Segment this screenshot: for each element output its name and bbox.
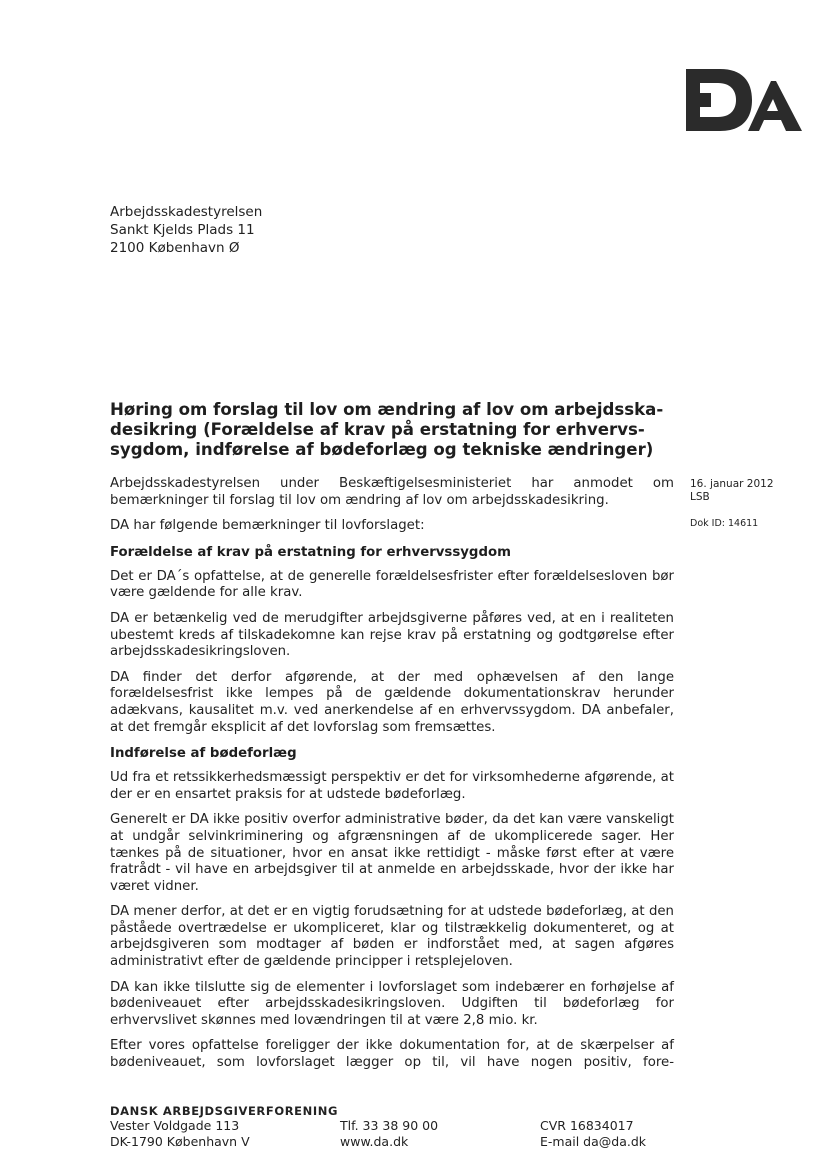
title-line: desikring (Forældelse af krav på erstatning for erhvervs- — [110, 420, 645, 439]
footer-email[interactable]: E-mail da@da.dk — [540, 1134, 646, 1149]
footer-cvr: CVR 16834017 — [540, 1118, 634, 1133]
organization-name: DANSK ARBEJDSGIVERFORENING — [110, 1104, 338, 1118]
footer-contact — [340, 1118, 438, 1150]
recipient-city: 2100 København Ø — [110, 240, 240, 256]
paragraph: Ud fra et retssikkerhedsmæssigt perspektiv er det for virksomhederne afgørende, at der er en ensartet praksis for at udstede bødeforlæg. — [110, 770, 674, 802]
section-heading: Forældelse af krav på erstatning for erhvervssygdom — [110, 544, 511, 560]
paragraph: Det er DA´s opfattelse, at de generelle forældelsesfrister efter forældelsesloven bør være gældende for alle krav. — [110, 568, 674, 601]
paragraph: DA har følgende bemærkninger til lovforslaget: — [110, 518, 425, 534]
da-logo — [686, 69, 802, 131]
paragraph: DA finder det derfor afgørende, at der med ophævelsen af den lange forældelsesfrist ikke lempes på de gældende dokumentationskrav herunder adækvans, kausalitet m.v. ved anerkendelse af en erhvervssygdom. DA anbefaler, at det fremgår eksplicit af det lovforslag som fremsættes. — [110, 669, 674, 735]
paragraph: DA mener derfor, at det er en vigtig forudsætning for at udstede bødeforlæg, at den påståede overtrædelse er ukompliceret, klar og tilstrækkelig dokumenteret, og at arbejdsgiveren som modtager af bøden er indforstået med, at sagen afgøres administrativt efter de gældende principper i retsplejeloven. — [110, 904, 674, 970]
section-heading: Indførelse af bødeforlæg — [110, 746, 297, 762]
footer-phone: Tlf. 33 38 90 00 — [340, 1118, 439, 1133]
paragraph: Generelt er DA ikke positiv overfor administrative bøder, da det kan være vanskeligt at undgår selvinkriminering og afgrænsningen af de ukomplicerede sager. Her tænkes på de situationer, hvor en ansat ikke rettidigt - måske først efter at være fratrådt - vil have en arbejdsgiver til at anmelde en arbejdsskade, hvor der ikke har været vidner. — [110, 812, 674, 894]
recipient-name: Arbejdsskadestyrelsen — [110, 204, 263, 220]
footer-address — [110, 1118, 250, 1150]
recipient-address — [110, 203, 262, 257]
footer-registry — [540, 1118, 646, 1150]
paragraph: DA kan ikke tilslutte sig de elementer i lovforslaget som indebærer en forhøjelse af bødeniveauet efter arbejdsskadesikringsloven. Udgiften til bødeforlæg for erhvervslivet skønnes med lovændringen til at være 2,8 mio. kr. — [110, 979, 674, 1028]
paragraph: DA er betænkelig ved de merudgifter arbejdsgiverne påføres ved, at en i realiteten ubestemt kreds af tilskadekomne kan rejse krav på erstatning og godtgørelse efter arbejdsskadesikringsloven. — [110, 610, 674, 660]
document-id: Dok ID: 14611 — [690, 518, 759, 529]
author-initials: LSB — [690, 491, 710, 503]
letter-title — [110, 400, 675, 460]
letter-body — [110, 476, 674, 1081]
footer-city: DK-1790 København V — [110, 1134, 250, 1149]
title-line: sygdom, indførelse af bødeforlæg og tekniske ændringer) — [110, 440, 654, 459]
paragraph: Efter vores opfattelse foreligger der ikke dokumentation for, at de skærpelser af bødeniveauet, som lovforslaget lægger op til, vil have nogen positiv, fore- — [110, 1038, 674, 1071]
paragraph: Arbejdsskadestyrelsen under Beskæftigelsesministeriet har anmodet om bemærkninger til forslag til lov om ændring af lov om arbejdsskadesikring. — [110, 476, 674, 508]
letter-footer — [110, 1103, 670, 1152]
footer-street: Vester Voldgade 113 — [110, 1118, 240, 1133]
title-line: Høring om forslag til lov om ændring af lov om arbejdsska- — [110, 400, 664, 419]
footer-website[interactable]: www.da.dk — [340, 1134, 409, 1149]
side-meta — [690, 478, 774, 530]
letter-date: 16. januar 2012 — [690, 478, 774, 490]
recipient-street: Sankt Kjelds Plads 11 — [110, 222, 255, 238]
